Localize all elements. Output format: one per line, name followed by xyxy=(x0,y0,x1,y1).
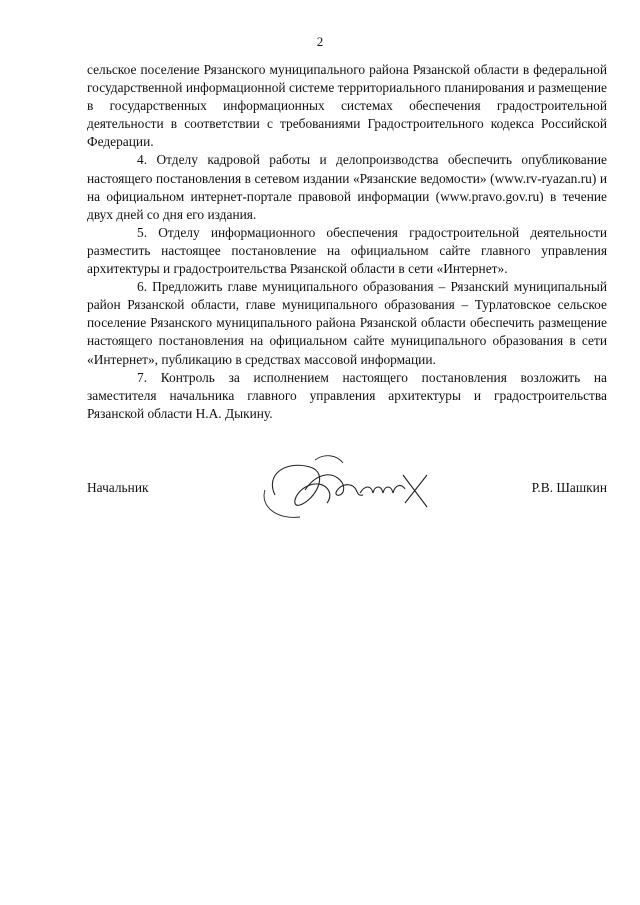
signatory-name: Р.В. Шашкин xyxy=(531,480,607,495)
paragraph-4: 4. Отделу кадровой работы и делопроизводства обеспечить опубликование настоящего постановления в сетевом издании «Рязанские ведомости» (www.rv-ryazan.ru) и на официальном интернет-портале правовой информации (www.pravo.gov.ru) в течение двух дней со дня его издания. xyxy=(87,152,607,222)
page-number: 2 xyxy=(316,34,324,49)
paragraph-5: 5. Отделу информационного обеспечения градостроительной деятельности разместить настоящее постановление на официальном сайте главного управления архитектуры и градостроительства Рязанской области в сети «Интернет». xyxy=(87,224,607,277)
paragraph-continuation: сельское поселение Рязанского муниципального района Рязанской области в федеральной государственной информационной системе территориального планирования и размещение в государственных информационных системах обеспечения градостроительной деятельности в соответствии с требованиями Градостроительного кодекса Российской Федерации. xyxy=(87,62,607,150)
signatory-title: Начальник xyxy=(87,480,149,495)
document-body xyxy=(87,61,607,423)
signature-block xyxy=(87,480,607,520)
paragraph-7: 7. Контроль за исполнением настоящего постановления возложить на заместителя начальника главного управления архитектуры и градостроительства Рязанской области Н.А. Дыкину. xyxy=(87,369,607,421)
paragraph-6: 6. Предложить главе муниципального образования – Рязанский муниципальный район Рязанской области, главе муниципального образования – Турлатовское сельское поселение Рязанского муниципального района Рязанской области обеспечить размещение настоящего постановления на официальном сайте муниципального образования в сети «Интернет», публикацию в средствах массовой информации. xyxy=(87,279,607,367)
